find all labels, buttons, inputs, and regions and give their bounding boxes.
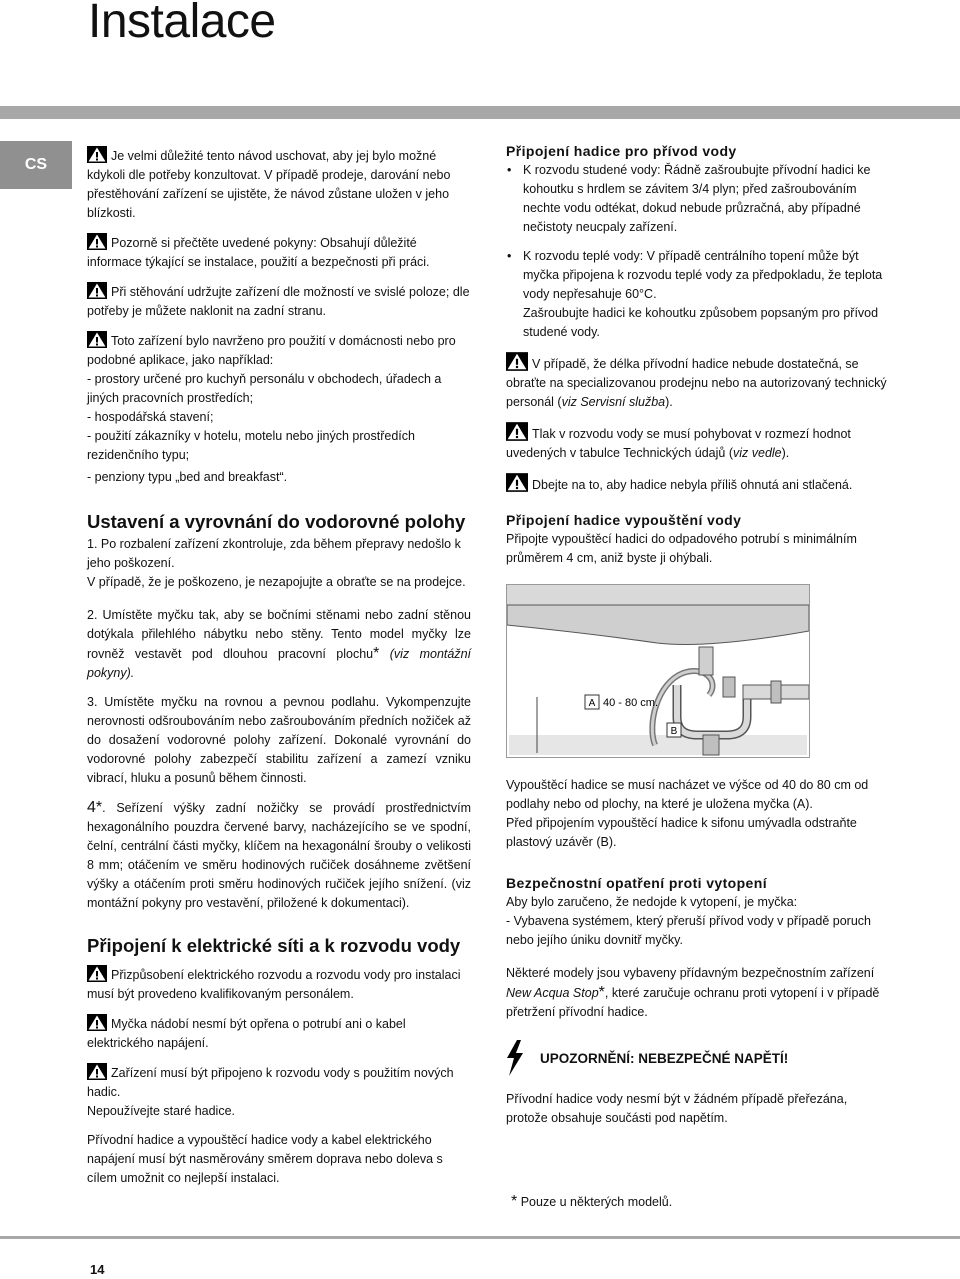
warning-domestic-use: Toto zařízení bylo navrženo pro použití v domácnosti nebo pro podobné aplikace, jako například: - prostory určené pro kuchyň personálu v obchodech, úřadech a jiných pracovních prostředích; - hospodářská stavení; - použití zákazníky v hotelu, motelu nebo jiných prostředích rezidenčního typu; - penziony typu „bed and breakfast“.: [87, 331, 471, 487]
asterisk-mark: *: [373, 645, 380, 662]
warning-icon: [87, 331, 107, 348]
footnote: * Pouze u některých modelů.: [511, 1193, 673, 1210]
leveling-step-1: 1. Po rozbalení zařízení zkontroluje, zda během přepravy nedošlo k jeho poškození. V případě, že je poškozeno, je nezapojujte a obraťte se na prodejce.: [87, 537, 466, 589]
warning-no-leaning: Myčka nádobí nesmí být opřena o potrubí ani o kabel elektrického napájení.: [87, 1014, 471, 1053]
section-heading-leveling: Ustavení a vyrovnání do vodorovné polohy: [87, 511, 466, 532]
warning-hose-length: V případě, že délka přívodní hadice nebude dostatečná, se obraťte na specializovanou prodejnu nebo na autorizovaný technický personál (viz Servisní služba).: [506, 352, 891, 412]
warning-new-hoses: Zařízení musí být připojeno k rozvodu vody s použitím nových hadic. Nepoužívejte staré hadice.: [87, 1063, 471, 1121]
asterisk-mark: *: [511, 1193, 518, 1210]
hose-routing-note: Přívodní hadice a vypouštěcí hadice vody a kabel elektrického napájení musí být nasměrovány směrem doprava nebo doleva s cílem umožnit co nejlepší instalaci.: [87, 1133, 443, 1185]
list-item: • K rozvodu teplé vody: V případě centrálního topení může být myčka připojena k rozvodu teplé vody za předpokladu, že teplota vody nepřesahuje 60°C. Zašroubujte hadici ke kohoutku způsobem popsaným pro přívod studené vody.: [506, 247, 891, 342]
list-item: • K rozvodu studené vody: Řádně zašroubujte přívodní hadici ke kohoutku s hrdlem se závitem 3/4 plyn; před zašroubováním nechte vodu odtékat, dokud nebude průzračná, aby případné nečistoty neucpaly zařízení.: [506, 161, 891, 237]
leveling-step-2: 2. Umístěte myčku tak, aby se bočními stěnami nebo zadní stěnou dotýkala přilehlého nábytku nebo stěny. Tento model myčky lze rovněž vestavět pod dlouhou pracovní plochu* (viz montážní pokyny).: [87, 608, 471, 680]
leveling-step-3: 3. Umístěte myčku na rovnou a pevnou podlahu. Vykompenzujte nerovnosti odšroubováním nebo zašroubováním předních nožiček až do dosažení vodorovné polohy zařízení. Dokonalé vyrovnání do vodorovné polohy zabezpečí stabilitu zařízení a zamezí vzniku vibrací, hluku a posunů během činnosti.: [87, 695, 471, 785]
footer-bar: [0, 1236, 960, 1239]
warning-icon: [87, 233, 107, 250]
section-heading-flood-safety: Bezpečnostní opatření proti vytopení: [506, 875, 767, 891]
asterisk-mark: *: [95, 799, 103, 816]
lightning-icon: [506, 1040, 524, 1076]
language-tab: CS: [0, 141, 72, 189]
asterisk-mark: *: [598, 984, 605, 1001]
drain-instruction: Připojte vypouštěcí hadici do odpadového potrubí s minimálním průměrem 4 cm, aniž byste ji ohýbali.: [506, 532, 857, 565]
header-bar: [0, 106, 960, 119]
figure-label-height: 40 - 80 cm.: [603, 697, 659, 709]
warning-hose-bend: Dbejte na to, aby hadice nebyla příliš ohnutá ani stlačená.: [506, 473, 891, 495]
drain-hose-diagram: [506, 584, 810, 758]
warning-icon: [87, 1063, 107, 1080]
list-item: - prostory určené pro kuchyň personálu v obchodech, úřadech a jiných pracovních prostředích;: [87, 372, 442, 405]
warning-icon: [506, 473, 528, 492]
warning-moving: Při stěhování udržujte zařízení dle možností ve svislé poloze; dle potřeby je můžete naklonit na zadní stranu.: [87, 282, 471, 321]
page-title: Instalace: [88, 0, 276, 48]
warning-icon: [87, 965, 107, 982]
leveling-step-4: 4*. Seřízení výšky zadní nožičky se provádí prostřednictvím hexagonálního pouzdra červené barvy, nacházejícího se ve spodní, čelní, centrální části myčky, klíčem na hexagonální šrouby o velikosti 8 mm; otáčením ve směru hodinových ručiček dosáhneme zvětšení výšky a otáčením proti směru hodinových ručiček jejího snížení. (viz montážní pokyny pro vestavění, přiložené k dokumentaci).: [87, 799, 471, 910]
page-number: 14: [90, 1262, 105, 1277]
figure-label-b: B: [670, 726, 678, 737]
list-item: - použití zákazníky v hotelu, motelu nebo jiných prostředích rezidenčního typu;: [87, 429, 415, 462]
warning-qualified-personnel: Přizpůsobení elektrického rozvodu a rozvodu vody pro instalaci musí být provedeno kvalifikovaným personálem.: [87, 965, 471, 1004]
warning-keep-manual: Je velmi důležité tento návod uschovat, aby jej bylo možné kdykoli dle potřeby konzultovat. V případě prodeje, darování nebo přestěhování zařízení se ujistěte, že návod zůstane uložen v jeho blízkosti.: [87, 146, 471, 223]
warning-icon: [87, 282, 107, 299]
hose-no-cut-note: Přívodní hadice vody nesmí být v žádném případě přeřezána, protože obsahuje součásti pod napětím.: [506, 1092, 848, 1125]
list-item: - hospodářská stavení;: [87, 410, 214, 424]
figure-label-a: A: [588, 698, 596, 709]
warning-icon: [87, 1014, 107, 1031]
left-column: [87, 146, 471, 1198]
warning-read-instructions: Pozorně si přečtěte uvedené pokyny: Obsahují důležité informace týkající se instalace, použití a bezpečnosti při práci.: [87, 233, 471, 272]
section-heading-inlet: Připojení hadice pro přívod vody: [506, 143, 737, 159]
warning-water-pressure: Tlak v rozvodu vody se musí pohybovat v rozmezí hodnot uvedených v tabulce Technických údajů (viz vedle).: [506, 422, 891, 463]
right-column: Připojení hadice pro přívod vody • K rozvodu studené vody: Řádně zašroubujte přívodní hadici ke kohoutku s hrdlem se závitem 3/4 plyn; před zašroubováním nechte vodu odtékat, dokud nebude průzračná, aby případné nečistoty neucpaly zařízení. • K rozvodu teplé vody: V případě centrálního topení může být myčka připojena k rozvodu teplé vody za předpokladu, že teplota vody nepřesahuje 60°C. Zašroubujte hadici ke kohoutku způsobem popsaným pro přívod studené vody. V případě, že délka přívodní hadice nebude dostatečná, se obraťte na specializovanou prodejnu nebo na autorizovaný technický personál (viz Servisní služba). Tlak v rozvodu vody se musí pohybovat v rozmezí hodnot uvedených v tabulce Technických údajů (viz vedle). Dbejte na to, aby hadice nebyla příliš ohnutá ani stlačená. Připojení hadice vypouštění vody Připojte vypouštěcí hadici do odpadového potrubí s minimálním průměrem 4 cm, aniž byste ji ohýbali. A 40 - 80 cm. B Vypouštěcí hadice se musí nacházet ve výšce od 40 do 80 cm od podlahy nebo od plochy, na které je uložena myčka (A). Před připojením vypouštěcí hadice k sifonu umývadla odstraňte plastový uzávěr (B). Bezpečnostní opatření proti vytopení Aby bylo zaručeno, že nedojde k vytopení, je myčka: - Vybavena systémem, který přeruší přívod vody v případě poruch nebo jejího úniku dovnitř myčky. Některé modely jsou vybaveny přídavným bezpečnostním zařízení New Acqua Stop*, které zaručuje ochranu proti vytopení i v případě přetržení přívodní hadice. UPOZORNĚNÍ: NEBEZPEČNÉ NAPĚTÍ! Přívodní hadice vody nesmí být v žádném případě přeřezána, protože obsahuje součásti pod napětím.: [506, 142, 891, 1128]
list-item: - penziony typu „bed and breakfast“.: [87, 470, 288, 484]
drain-height-note: Vypouštěcí hadice se musí nacházet ve výšce od 40 do 80 cm od podlahy nebo od plochy, na které je uložena myčka (A).: [506, 778, 869, 811]
warning-icon: [506, 422, 528, 441]
danger-voltage-warning: UPOZORNĚNÍ: NEBEZPEČNÉ NAPĚTÍ!: [506, 1040, 891, 1076]
section-heading-drain: Připojení hadice vypouštění vody: [506, 512, 742, 528]
section-heading-connection: Připojení k elektrické síti a k rozvodu vody: [87, 935, 461, 956]
warning-icon: [506, 352, 528, 371]
warning-icon: [87, 146, 107, 163]
drain-cap-note: Před připojením vypouštěcí hadice k sifonu umývadla odstraňte plastový uzávěr (B).: [506, 816, 857, 849]
acqua-stop-note: Některé modely jsou vybaveny přídavným bezpečnostním zařízení New Acqua Stop*, které zaručuje ochranu proti vytopení i v případě přetržení přívodní hadice.: [506, 966, 880, 1019]
